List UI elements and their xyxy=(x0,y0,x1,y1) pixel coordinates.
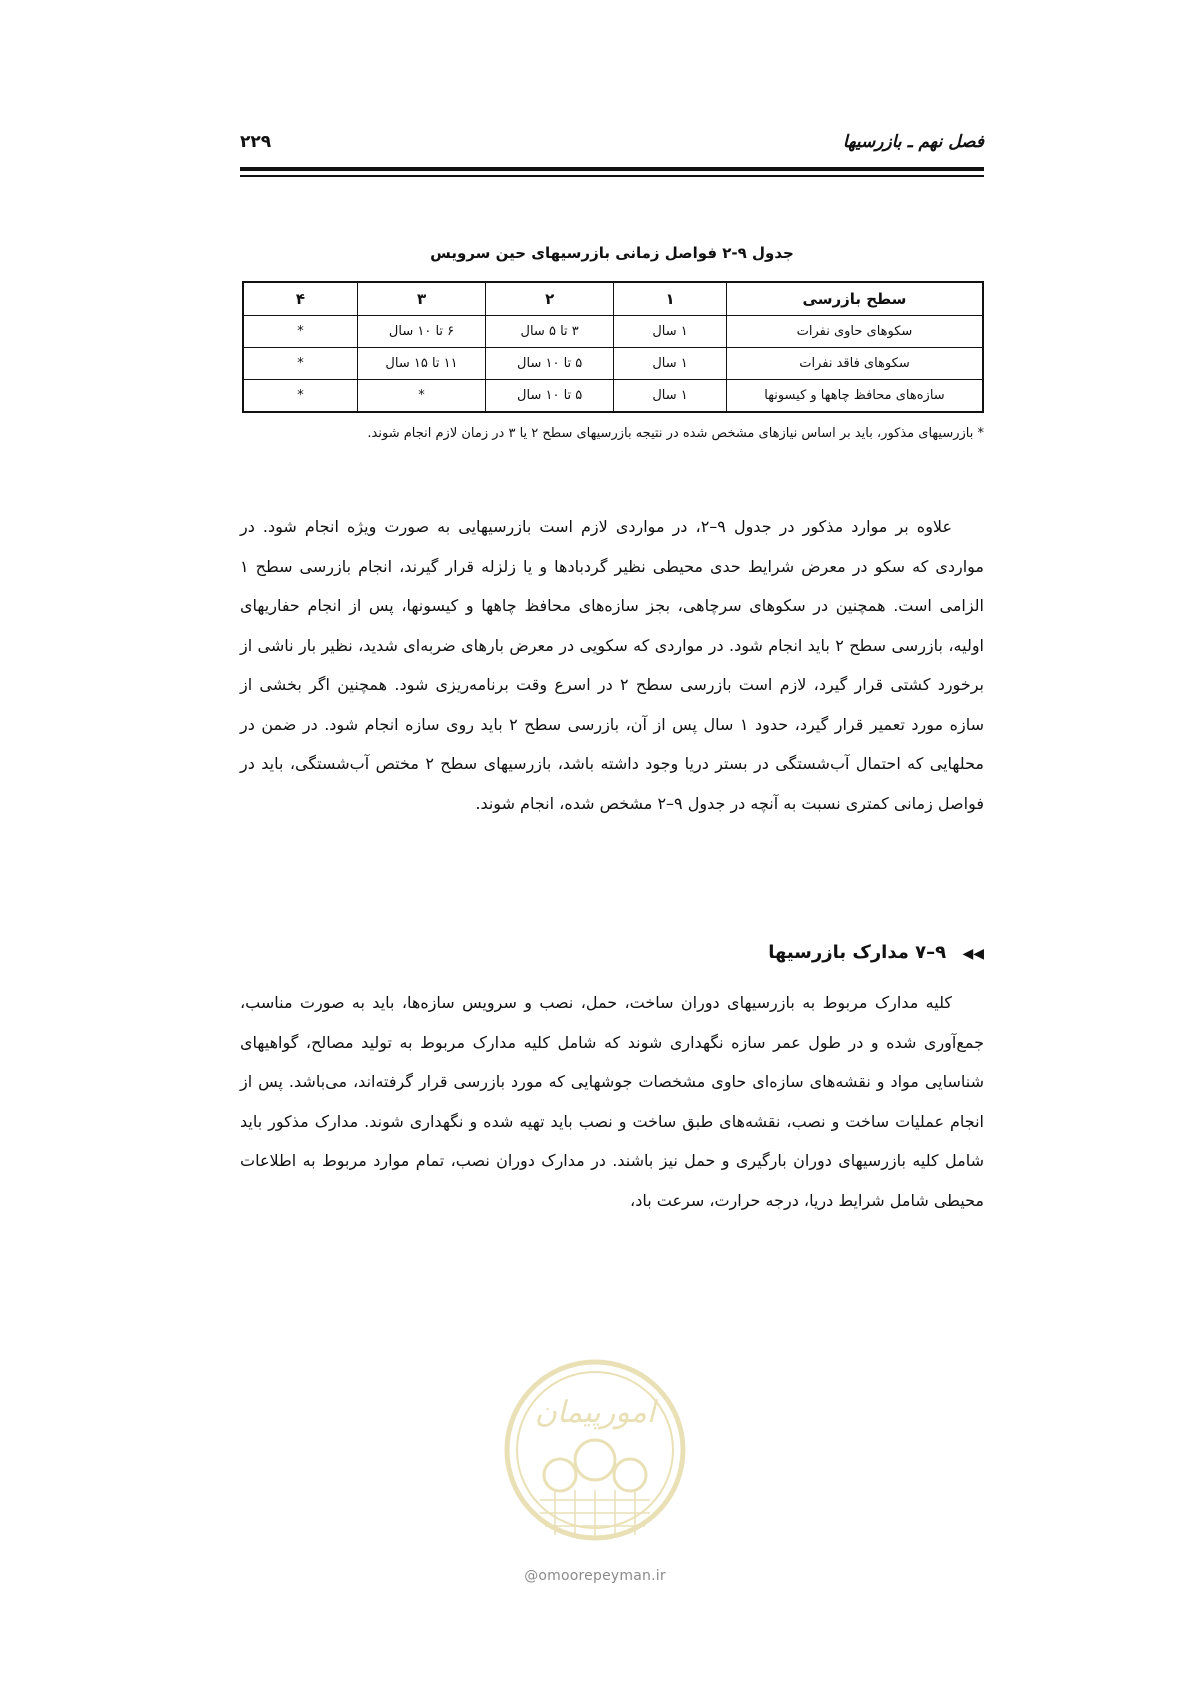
body-paragraph: کلیه مدارک مربوط به بازرسیهای دوران ساخت، حمل، نصب و سرویس سازه‌ها، باید به صورت مناسب، جمع‌آوری شده و در طول عمر سازه نگهداری شوند که شامل کلیه مدارک مربوط به تولید مصالح، گواهیهای شناسایی مواد و نقشه‌های سازه‌ای حاوی مشخصات جوشهایی که مورد بازرسی قرار گرفته‌اند، می‌باشد. پس از انجام عملیات ساخت و نصب، نقشه‌های طبق ساخت و نصب باید تهیه شده و نگهداری شوند. مدارک مذکور باید شامل کلیه بازرسیهای دوران بارگیری و حمل نیز باشند. در مدارک دوران نصب، تمام موارد مربوط به اطلاعات محیطی شامل شرایط دریا، درجه حرارت، سرعت باد، xyxy=(240,993,984,1210)
table-cell: * xyxy=(357,380,485,413)
table-cell: سکوهای حاوی نفرات xyxy=(726,316,983,348)
table-cell: ۱ سال xyxy=(614,316,727,348)
running-title: فصل نهم ـ بازرسیها xyxy=(842,132,984,152)
table-row xyxy=(243,348,983,380)
table-header-row xyxy=(243,282,983,316)
inspection-interval-table xyxy=(242,281,984,413)
table-cell: * xyxy=(243,348,357,380)
table-row xyxy=(243,316,983,348)
watermark-logo xyxy=(500,1350,690,1560)
body-paragraph: علاوه بر موارد مذکور در جدول ۹–۲، در مواردی لازم است بازرسیهایی به صورت ویژه انجام شود. در مواردی که سکو در معرض شرایط حدی محیطی نظیر گردبادها و یا زلزله قرار گیرند، انجام بازرسی سطح ۱ الزامی است. همچنین در سکوهای سرچاهی، بجز سازه‌های محافظ چاهها و کیسونها، پس از انجام حفاریهای اولیه، بازرسی سطح ۲ باید انجام شود. در مواردی که سکویی در معرض بارهای ضربه‌ای شدید، نظیر بار ناشی از برخورد کشتی قرار گیرد، لازم است بازرسی سطح ۲ در اسرع وقت برنامه‌ریزی شود. همچنین اگر بخشی از سازه مورد تعمیر قرار گیرد، حدود ۱ سال پس از آن، بازرسی سطح ۲ باید روی سازه انجام شود. در ضمن در محلهایی که احتمال آب‌شستگی در بستر دریا وجود داشته باشد، بازرسیهای سطح ۲ مختص آب‌شستگی، باید در فواصل زمانی کمتری نسبت به آنچه در جدول ۹–۲ مشخص شده، انجام شوند. xyxy=(240,517,985,813)
table-cell: ۶ تا ۱۰ سال xyxy=(357,316,485,348)
section-marker-icon: ◀◀ xyxy=(962,946,984,962)
table-cell: سازه‌های محافظ چاهها و کیسونها xyxy=(726,380,983,413)
table-caption: جدول ۹-۲ فواصل زمانی بازرسیهای حین سرویس xyxy=(430,244,794,262)
table-cell: سکوهای فاقد نفرات xyxy=(726,348,983,380)
table-header-cell: ۱ xyxy=(614,282,727,316)
table-row xyxy=(243,380,983,413)
page-header xyxy=(240,128,984,164)
page-number: ۲۲۹ xyxy=(240,132,272,152)
table-header-cell: سطح بازرسی xyxy=(726,282,983,316)
header-rule-thin xyxy=(240,175,984,177)
table-cell: ۳ تا ۵ سال xyxy=(486,316,614,348)
watermark-site: @omoorepeyman.ir xyxy=(524,1568,666,1584)
table-header-cell: ۴ xyxy=(243,282,357,316)
table-header-cell: ۲ xyxy=(486,282,614,316)
table-cell: ۱ سال xyxy=(614,348,727,380)
section-heading-text: ۹–۷ مدارک بازرسیها xyxy=(768,942,947,963)
section-heading xyxy=(240,942,984,963)
header-rule-thick xyxy=(240,167,984,171)
table-cell: ۱ سال xyxy=(614,380,727,413)
table-footnote: * بازرسیهای مذکور، باید بر اساس نیازهای مشخص شده در نتیجه بازرسیهای سطح ۲ یا ۳ در زمان لازم انجام شوند. xyxy=(367,426,984,441)
table-cell: ۵ تا ۱۰ سال xyxy=(486,380,614,413)
table-cell: ۵ تا ۱۰ سال xyxy=(486,348,614,380)
table-header-cell: ۳ xyxy=(357,282,485,316)
watermark-logo-text: امورپیمان xyxy=(534,1395,656,1430)
table-cell: * xyxy=(243,380,357,413)
table-cell: ۱۱ تا ۱۵ سال xyxy=(357,348,485,380)
table-cell: * xyxy=(243,316,357,348)
